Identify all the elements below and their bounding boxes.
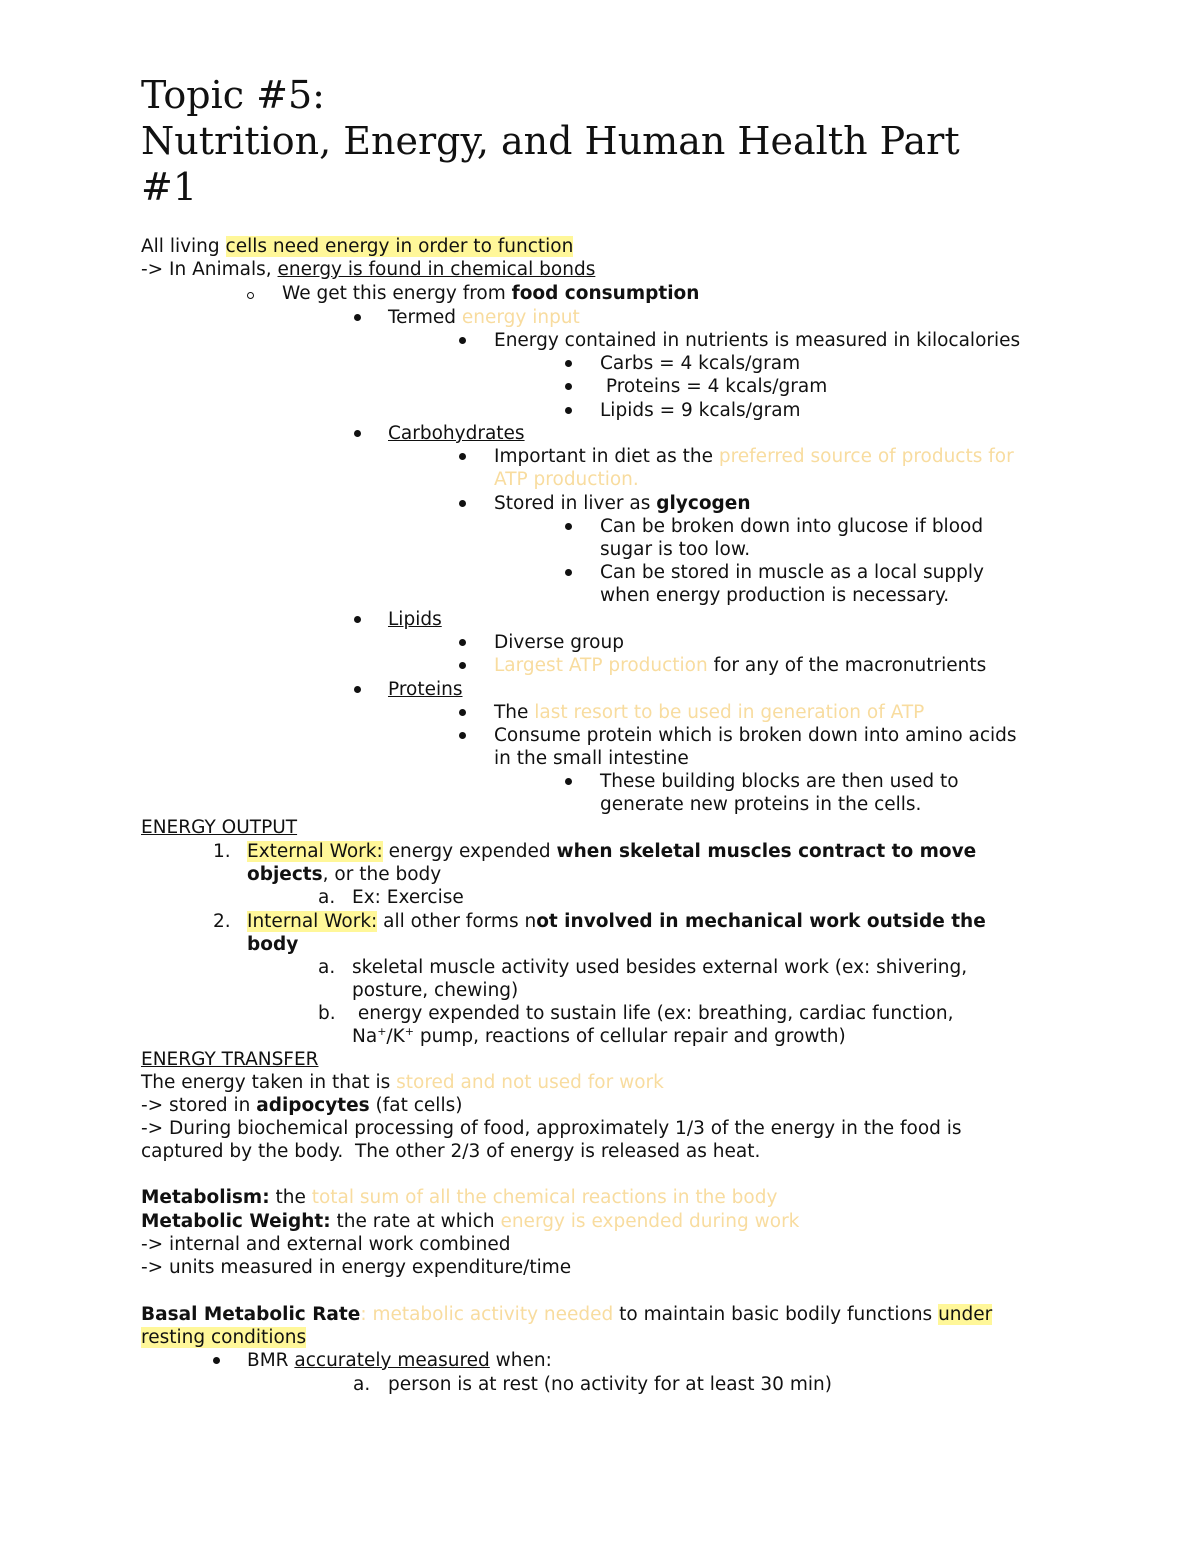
circle-bullet-icon (247, 292, 254, 299)
paragraph-line: -> units measured in energy expenditure/time (141, 1257, 572, 1278)
bold-text: adipocytes (256, 1095, 370, 1116)
bullet-icon (459, 662, 466, 669)
list-item: person is at rest (no activity for at least 30 min) (388, 1374, 832, 1395)
list-letter: a. (318, 957, 336, 978)
list-item: Carbs = 4 kcals/gram (600, 353, 801, 374)
list-item: Lipids = 9 kcals/gram (600, 400, 801, 421)
bold-text: glycogen (656, 493, 751, 514)
title-line-2: Nutrition, Energy, and Human Health Part (141, 119, 960, 163)
text: Stored in liver as (494, 493, 657, 514)
text: The energy taken in that is (141, 1072, 397, 1093)
section-heading-proteins: Proteins (388, 679, 463, 700)
section-heading-lipids: Lipids (388, 609, 442, 630)
bullet-icon (354, 430, 361, 437)
list-letter: b. (318, 1003, 336, 1024)
list-item-continuation (352, 1025, 846, 1048)
text: , or the body (322, 864, 442, 885)
bold-text: Basal Metabolic Rate (141, 1304, 361, 1325)
list-item (494, 445, 1014, 468)
bullet-icon (565, 360, 572, 367)
text: -> In Animals, (141, 259, 278, 280)
list-item: These building blocks are then used to (600, 771, 959, 792)
text: BMR (247, 1350, 295, 1371)
list-item-continuation: when energy production is necessary. (600, 585, 950, 606)
bullet-icon (354, 314, 361, 321)
bullet-icon (565, 407, 572, 414)
definition-metabolism (141, 1186, 777, 1209)
list-letter: a. (353, 1374, 371, 1395)
text: to maintain basic bodily functions (613, 1304, 939, 1325)
list-item (282, 282, 699, 305)
faded-text: energy input (461, 307, 580, 328)
list-item (494, 654, 986, 677)
bullet-icon (459, 453, 466, 460)
paragraph-line: captured by the body. The other 2/3 of energy is released as heat. (141, 1141, 761, 1162)
list-item: Can be stored in muscle as a local supply (600, 562, 984, 583)
text: All living (141, 236, 226, 257)
bold-text: ot involved in mechanical work outside the (536, 911, 986, 932)
faded-text: total sum of all the chemical reactions in the body (311, 1187, 778, 1208)
bullet-icon (565, 523, 572, 530)
text: (fat cells) (369, 1095, 463, 1116)
bold-text: objects (247, 864, 323, 885)
list-item: Diverse group (494, 632, 624, 653)
bullet-icon (459, 709, 466, 716)
list-item (388, 306, 580, 329)
text: The (494, 702, 535, 723)
paragraph-line (141, 1071, 664, 1094)
highlighted-text: Internal Work: (247, 911, 378, 932)
bold-text: when skeletal muscles contract to move (556, 841, 977, 862)
list-item-continuation (247, 863, 441, 886)
text: the rate at which (330, 1211, 501, 1232)
bold-text: Metabolic Weight: (141, 1211, 331, 1232)
text: -> stored in (141, 1095, 257, 1116)
faded-text: energy is expended during work (500, 1211, 800, 1232)
list-item-continuation: ATP production. (494, 469, 639, 490)
underlined-text: accurately measured (294, 1350, 490, 1371)
faded-text: stored and not used for work (396, 1072, 664, 1093)
list-item: energy expended to sustain life (ex: breathing, cardiac function, (352, 1003, 954, 1024)
paragraph-line (141, 1326, 306, 1349)
highlighted-text: under (938, 1304, 993, 1325)
list-item (494, 492, 751, 515)
definition-basal-metabolic-rate (141, 1303, 992, 1326)
highlighted-text: External Work: (247, 841, 383, 862)
underlined-text: energy is found in chemical bonds (277, 259, 596, 280)
paragraph-line (141, 1094, 462, 1117)
list-number: 2. (213, 911, 231, 932)
bullet-icon (354, 686, 361, 693)
list-item (247, 840, 976, 863)
list-item: Can be broken down into glucose if blood (600, 516, 984, 537)
faded-text: last resort to be used in generation of ATP (534, 702, 925, 723)
list-item: skeletal muscle activity used besides external work (ex: shivering, (352, 957, 968, 978)
text: Na (352, 1026, 378, 1047)
text: all other forms n (377, 911, 537, 932)
list-item: Ex: Exercise (352, 887, 464, 908)
faded-text: Largest ATP production (494, 655, 708, 676)
title-line-3: #1 (141, 165, 198, 209)
list-item (247, 1349, 552, 1372)
highlighted-text: resting conditions (141, 1327, 307, 1348)
text: energy expended (382, 841, 557, 862)
text: /K (386, 1026, 405, 1047)
bullet-icon (459, 639, 466, 646)
faded-text: metabolic activity needed (372, 1304, 614, 1325)
list-item-continuation: in the small intestine (494, 748, 689, 769)
bullet-icon (213, 1357, 220, 1364)
page-title (141, 72, 1041, 210)
text: when: (489, 1350, 552, 1371)
list-number: 1. (213, 841, 231, 862)
text: the (269, 1187, 312, 1208)
intro-line (141, 258, 595, 281)
definition-metabolic-weight (141, 1210, 799, 1233)
highlighted-text: cells need energy in order to function (225, 236, 574, 257)
list-item-continuation: sugar is too low. (600, 539, 751, 560)
bullet-icon (565, 569, 572, 576)
bold-text: food consumption (511, 283, 700, 304)
intro-line (141, 235, 573, 258)
section-heading-energy-transfer: ENERGY TRANSFER (141, 1049, 319, 1070)
section-heading-carbohydrates: Carbohydrates (388, 423, 525, 444)
list-item: Proteins = 4 kcals/gram (600, 376, 828, 397)
section-heading-energy-output: ENERGY OUTPUT (141, 817, 298, 838)
superscript: + (377, 1024, 387, 1038)
faded-text: preferred source of products for (718, 446, 1014, 467)
list-item: Energy contained in nutrients is measured in kilocalories (494, 330, 1021, 351)
bold-text: Metabolism: (141, 1187, 270, 1208)
paragraph-line: -> internal and external work combined (141, 1234, 511, 1255)
list-letter: a. (318, 887, 336, 908)
list-item-continuation: generate new proteins in the cells. (600, 794, 922, 815)
list-item: Consume protein which is broken down into amino acids (494, 725, 1017, 746)
text: We get this energy from (282, 283, 512, 304)
bullet-icon (565, 778, 572, 785)
text: Termed (388, 307, 462, 328)
text: for any of the macronutrients (707, 655, 987, 676)
title-line-1: Topic #5: (141, 73, 325, 117)
list-item (247, 910, 986, 933)
bullet-icon (354, 616, 361, 623)
bullet-icon (459, 500, 466, 507)
superscript: + (404, 1024, 414, 1038)
faded-text: : (360, 1304, 373, 1325)
text: Important in diet as the (494, 446, 719, 467)
list-item-continuation: posture, chewing) (352, 980, 519, 1001)
list-item-continuation: body (247, 934, 299, 955)
bullet-icon (459, 732, 466, 739)
list-item (494, 701, 924, 724)
paragraph-line: -> During biochemical processing of food, approximately 1/3 of the energy in the food is (141, 1118, 962, 1139)
bullet-icon (459, 337, 466, 344)
text: pump, reactions of cellular repair and growth) (414, 1026, 846, 1047)
bullet-icon (565, 383, 572, 390)
